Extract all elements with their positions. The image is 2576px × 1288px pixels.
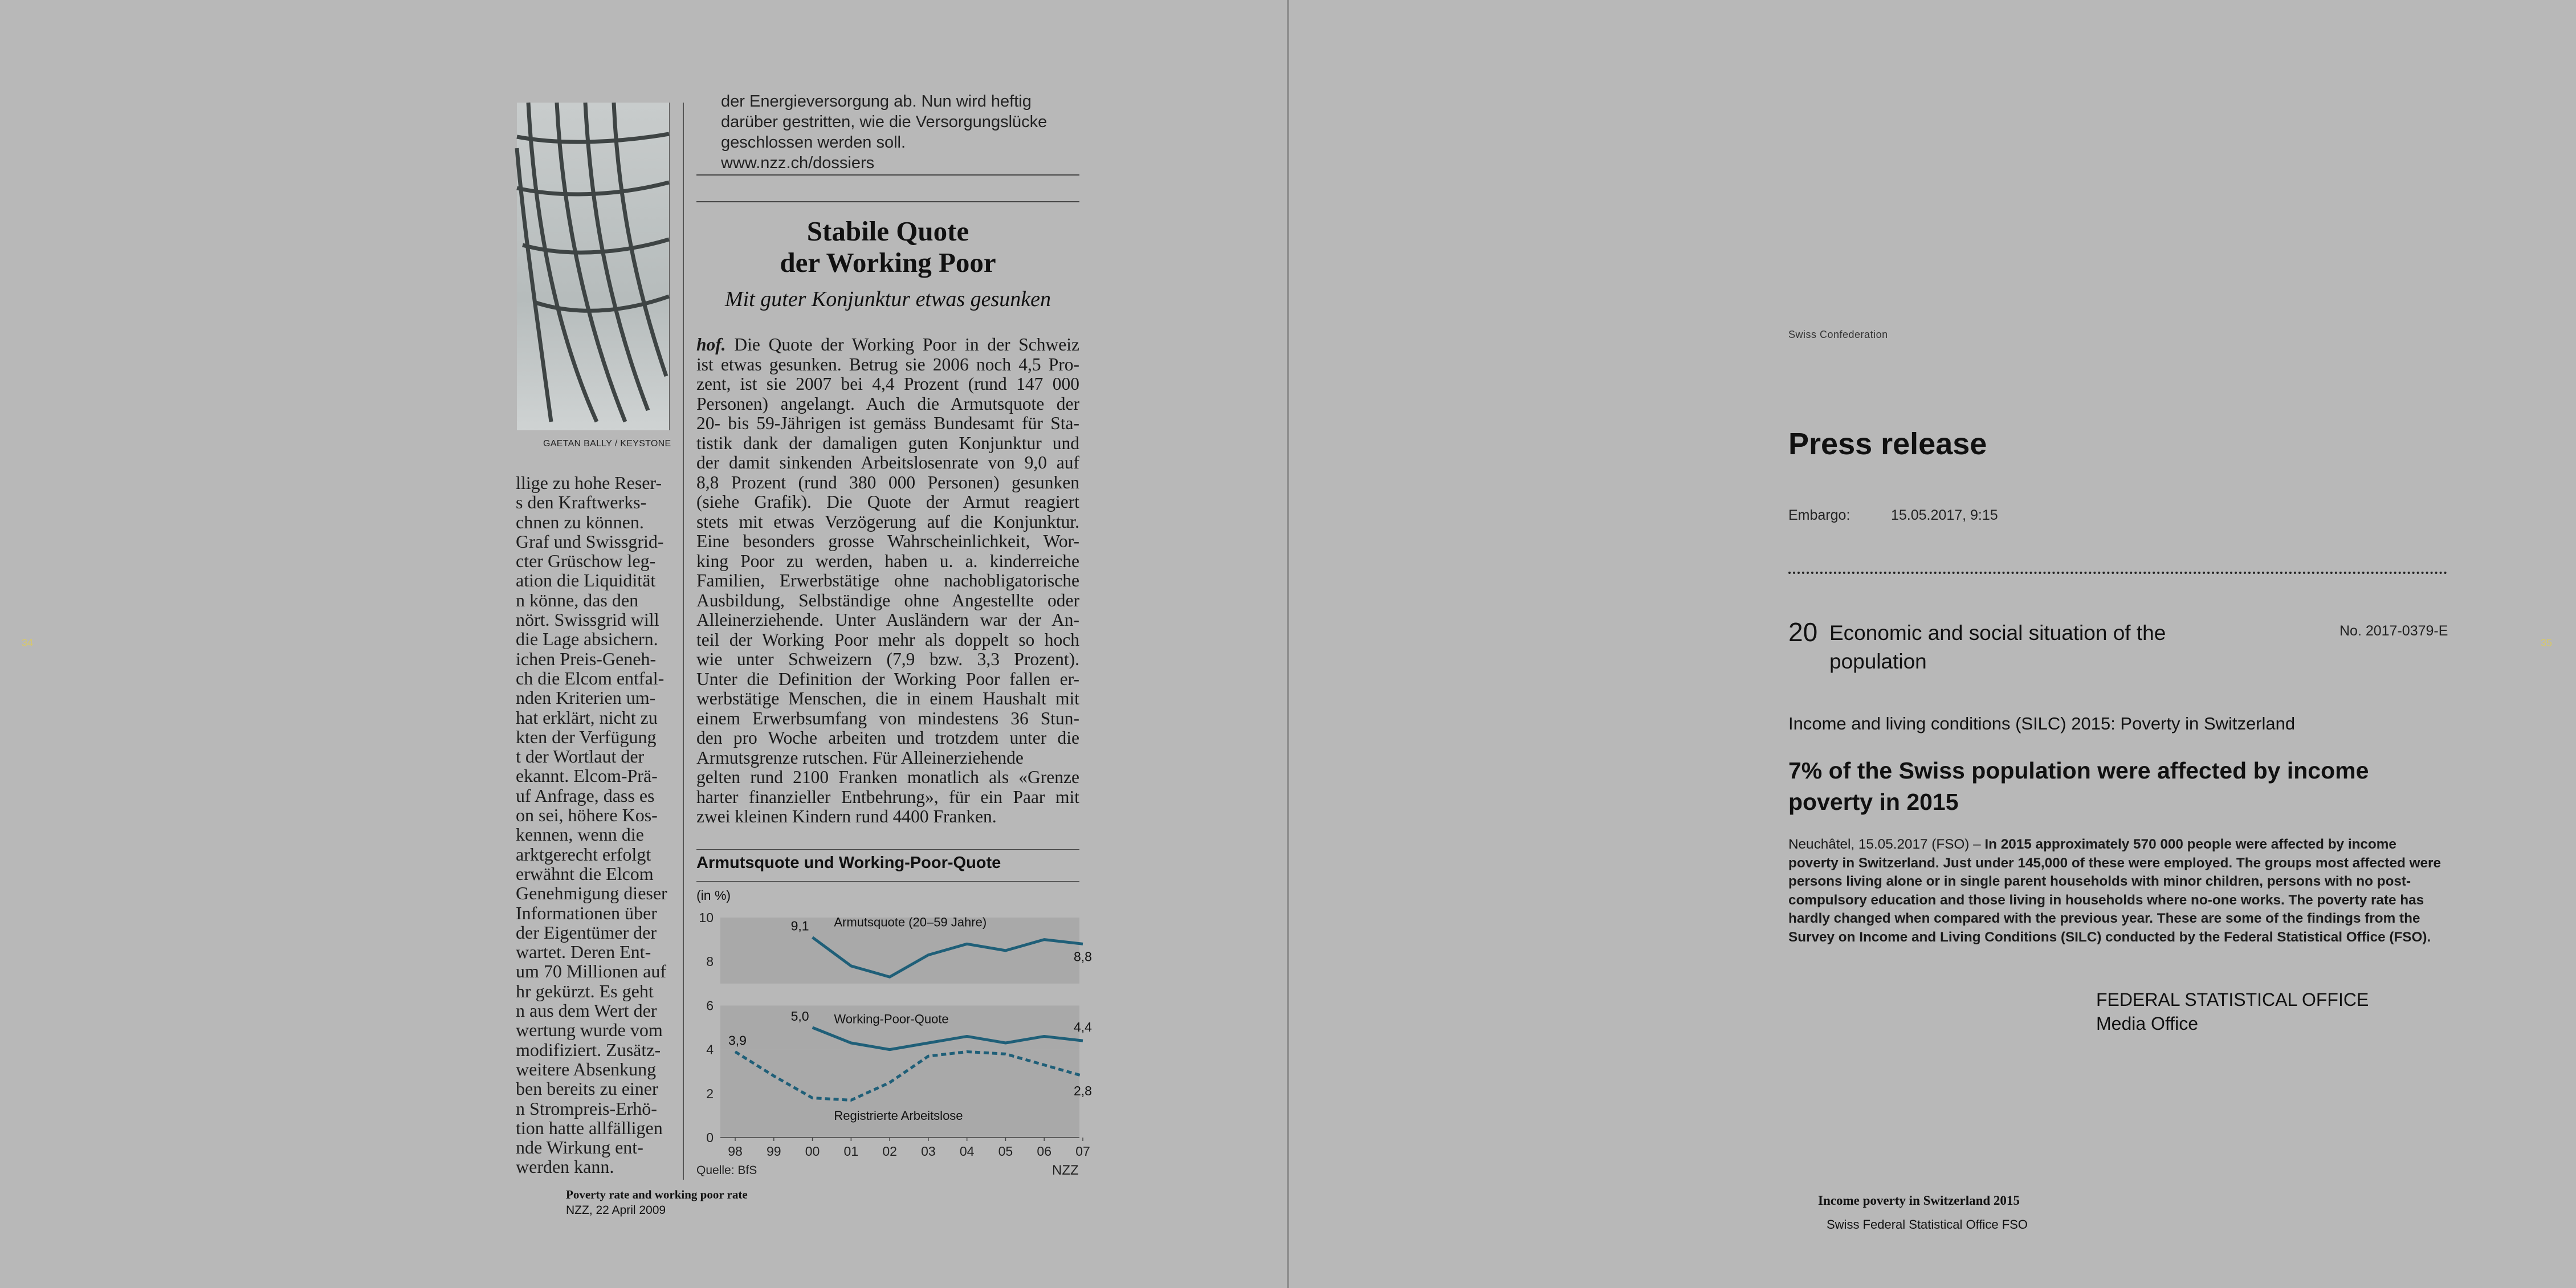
left-column-line: hr gekürzt. Es geht (516, 980, 654, 1001)
article-title-line2: der Working Poor (780, 247, 996, 278)
article-title (696, 215, 1079, 278)
theme-title: Economic and social situation of the population (1829, 621, 2166, 673)
photo-credit: GAETAN BALLY / KEYSTONE (543, 439, 671, 449)
article-body-line: einem Erwerbsumfang von mindestens 36 Stun- (696, 708, 1079, 728)
article-body-line: stets mit etwas Verzögerung auf die Konjunktur. (696, 511, 1079, 532)
x-tick-label: 05 (998, 1144, 1013, 1159)
series-end-label: 4,4 (1074, 1020, 1092, 1035)
left-column-line: hat erklärt, nicht zu (516, 707, 658, 728)
article-body-line: teil der Working Poor mehr als doppelt so hoch (696, 629, 1079, 650)
article-body-line: ist etwas gesunken. Betrug sie 2006 noch 4,5 Pro- (696, 354, 1079, 374)
left-column-line: ekannt. Elcom-Prä- (516, 765, 658, 786)
left-column-line: erwähnt die Elcom (516, 863, 654, 884)
x-tick-label: 98 (728, 1144, 743, 1159)
release-lead (1788, 835, 2449, 947)
dossier-link[interactable]: www.nzz.ch/dossiers (721, 154, 875, 172)
left-column-line: Informationen über (516, 902, 657, 923)
news-photo (517, 103, 670, 430)
left-column-line: Graf und Swissgrid- (516, 531, 664, 552)
lead-bold-text: In 2015 approximately 570 000 people were affected by income poverty in Switzerland. Just under 145,000 of these were employed. The groups most affected were persons living alone or in single parent households with minor children, persons with no post-compulsory education and those living in households where no-one works. The poverty rate has hardly changed when compared with the previous year. These are some of the findings from the Survey on Income and Living Conditions (SILC) conducted by the Federal Statistical Office (FSO). (1788, 837, 2441, 945)
series-name-label: Armutsquote (20–59 Jahre) (834, 915, 987, 930)
left-column-line: nde Wirkung ent- (516, 1137, 643, 1158)
left-column-line: arktgerecht erfolgt (516, 843, 651, 865)
series-start-label: 9,1 (790, 918, 809, 934)
article-title-line1: Stabile Quote (806, 215, 969, 247)
left-column-line: die Lage absichern. (516, 629, 658, 650)
left-column-line: n Strompreis-Erhö- (516, 1098, 657, 1119)
chart-brand: NZZ (1052, 1163, 1079, 1178)
theme-number: 20 (1788, 617, 1818, 647)
y-tick-label: 6 (706, 998, 714, 1013)
series-name-label: Working-Poor-Quote (834, 1012, 949, 1026)
y-tick-label: 2 (706, 1086, 714, 1101)
article-divider (696, 201, 1079, 202)
series-start-label: 3,9 (728, 1033, 747, 1048)
x-tick-label: 99 (766, 1144, 781, 1159)
left-column-line: chnen zu können. (516, 511, 644, 532)
article-author: hof. (696, 335, 726, 354)
chart-band (720, 1050, 1079, 1138)
article-body-line: werbstätige Menschen, die in einem Haushalt mit (696, 688, 1079, 708)
chart-unit: (in %) (696, 888, 731, 903)
article-body-line: zwei kleinen Kindern rund 4400 Franken. (696, 806, 997, 826)
press-release-number: No. 2017-0379-E (2339, 623, 2448, 639)
footer-caption-source: Swiss Federal Statistical Office FSO (1827, 1217, 2028, 1232)
left-column-line: werden kann. (516, 1156, 614, 1177)
article-body-line: Armutsgrenze rutschen. Für Alleinerziehende (696, 747, 1024, 768)
left-column-line: nört. Swissgrid will (516, 609, 659, 630)
article-body-line: Alleinerziehende. Unter Ausländern war der An- (696, 610, 1079, 630)
top-snippet (721, 91, 1086, 173)
release-headline: 7% of the Swiss population were affected by income poverty in 2015 (1788, 757, 2369, 815)
y-tick-label: 8 (706, 954, 714, 969)
article-body-line: gelten rund 2100 Franken monatlich als «Grenze (696, 767, 1079, 787)
left-column-line: cter Grüschow leg- (516, 551, 656, 572)
article-body-line: king Poor zu werden, haben u. a. kinderreiche (696, 551, 1079, 571)
dotted-divider (1788, 572, 2447, 574)
photo-pylon-graphic (517, 103, 669, 430)
left-column-line: tion hatte allfälligen (516, 1117, 663, 1138)
chart-source: Quelle: BfS (696, 1164, 757, 1177)
series-name-label: Registrierte Arbeitslose (834, 1108, 963, 1123)
y-tick-label: 0 (706, 1130, 714, 1145)
x-tick-label: 02 (882, 1144, 897, 1159)
left-column-line: ation die Liquidität (516, 570, 656, 591)
clip-caption-title: Poverty rate and working poor rate (566, 1188, 748, 1201)
left-column-line: ichen Preis-Geneh- (516, 648, 657, 669)
article-body-line: Ausbildung, Selbständige ohne Angestellte oder (696, 590, 1079, 610)
left-column-line: llige zu hohe Reser- (516, 472, 662, 493)
left-column-line: kennen, wenn die (516, 824, 644, 845)
chart-title-rule (696, 881, 1079, 882)
left-column-line: n könne, das den (516, 589, 639, 610)
chart-top-rule (696, 849, 1079, 850)
release-subject: Income and living conditions (SILC) 2015: Poverty in Switzerland (1788, 714, 2296, 733)
article-body-line: harter finanzieller Entbehrung», für ein Paar mit (696, 786, 1079, 807)
embargo-label: Embargo: (1788, 507, 1851, 523)
embargo-value: 15.05.2017, 9:15 (1891, 507, 1998, 523)
left-column-line: der Eigentümer der (516, 922, 657, 943)
left-column-line: wartet. Deren Ent- (516, 941, 651, 963)
article-body-text: Die Quote der Working Poor in der Schweiz (734, 335, 1079, 354)
article-body-line: den pro Woche arbeiten und trotzdem unter die (696, 728, 1079, 748)
article-body (696, 335, 1079, 827)
article-body-line: Familien, Erwerbstätige ohne nachobligatorische (696, 570, 1079, 590)
column-divider (683, 103, 684, 1180)
article-body-line: (siehe Grafik). Die Quote der Armut reagiert (696, 492, 1079, 512)
left-column-line: weitere Absenkung (516, 1058, 657, 1079)
x-tick-label: 03 (921, 1144, 936, 1159)
x-tick-label: 04 (959, 1144, 975, 1159)
office-signature (2096, 988, 2369, 1036)
snippet-divider (696, 174, 1079, 176)
article-body-line: 8,8 Prozent (rund 380 000 Personen) gesunken (696, 472, 1079, 492)
lead-prefix: Neuchâtel, 15.05.2017 (FSO) – (1788, 837, 1985, 852)
left-column-line: uf Anfrage, dass es (516, 785, 655, 806)
poverty-line-chart (696, 906, 1092, 1159)
y-tick-label: 10 (699, 910, 714, 925)
office-name: FEDERAL STATISTICAL OFFICE (2096, 989, 2369, 1010)
office-department: Media Office (2096, 1013, 2199, 1034)
left-column-line: s den Kraftwerks- (516, 492, 647, 513)
series-end-label: 2,8 (1074, 1083, 1092, 1098)
x-tick-label: 07 (1075, 1144, 1090, 1159)
article-subtitle: Mit guter Konjunktur etwas gesunken (724, 287, 1051, 311)
article-body-line: 20- bis 59-Jährigen ist gemäss Bundesamt für Sta- (696, 413, 1079, 433)
article-body-line (696, 335, 1079, 355)
article-body-line: tistik dank der damaligen guten Konjunktur und (696, 433, 1079, 453)
clip-caption-source: NZZ, 22 April 2009 (566, 1204, 666, 1217)
left-column-line: on sei, höhere Kos- (516, 805, 658, 826)
article-body-line: Eine besonders grosse Wahrscheinlichkeit, Wor- (696, 531, 1079, 551)
article-body-line: wie unter Schweizern (7,9 bzw. 3,3 Prozent). (696, 649, 1079, 669)
footer-caption-title: Income poverty in Switzerland 2015 (1818, 1193, 2020, 1208)
snippet-line: geschlossen werden soll. (721, 133, 906, 152)
series-start-label: 5,0 (790, 1009, 809, 1024)
left-column-line: ben bereits zu einer (516, 1078, 658, 1099)
y-tick-label: 4 (706, 1042, 714, 1057)
chart-title: Armutsquote und Working-Poor-Quote (696, 854, 1001, 872)
confederation-label: Swiss Confederation (1788, 329, 1888, 340)
left-column-text (516, 473, 670, 1185)
left-column-line: modifiziert. Zusätz- (516, 1039, 661, 1060)
left-column-line: um 70 Millionen auf (516, 961, 666, 982)
press-release-title: Press release (1788, 427, 1987, 461)
left-column-line: t der Wortlaut der (516, 746, 645, 767)
snippet-line: der Energieversorgung ab. Nun wird heftig (721, 92, 1032, 111)
left-column-line: n aus dem Wert der (516, 1000, 657, 1021)
left-column-line: nden Kriterien um- (516, 687, 656, 708)
x-tick-label: 06 (1037, 1144, 1052, 1159)
x-tick-label: 01 (843, 1144, 859, 1159)
left-column-line: kten der Verfügung (516, 726, 657, 747)
article-body-line: Personen) angelangt. Auch die Armutsquote der (696, 393, 1079, 414)
article-body-line: zent, ist sie 2007 bei 4,4 Prozent (rund 147 000 (696, 374, 1079, 394)
x-tick-label: 00 (805, 1144, 820, 1159)
left-column-line: ch die Elcom entfal- (516, 667, 665, 688)
right-page-number: 35 (2541, 637, 2553, 649)
left-page-number: 34 (22, 637, 34, 649)
left-column-line: wertung wurde vom (516, 1020, 663, 1041)
snippet-line: darüber gestritten, wie die Versorgungslücke (721, 113, 1047, 131)
series-end-label: 8,8 (1074, 949, 1092, 964)
article-body-line: Unter die Definition der Working Poor fallen er- (696, 669, 1079, 689)
left-column-line: Genehmigung dieser (516, 883, 667, 904)
article-body-line: der damit sinkenden Arbeitslosenrate von 9,0 auf (696, 453, 1079, 472)
